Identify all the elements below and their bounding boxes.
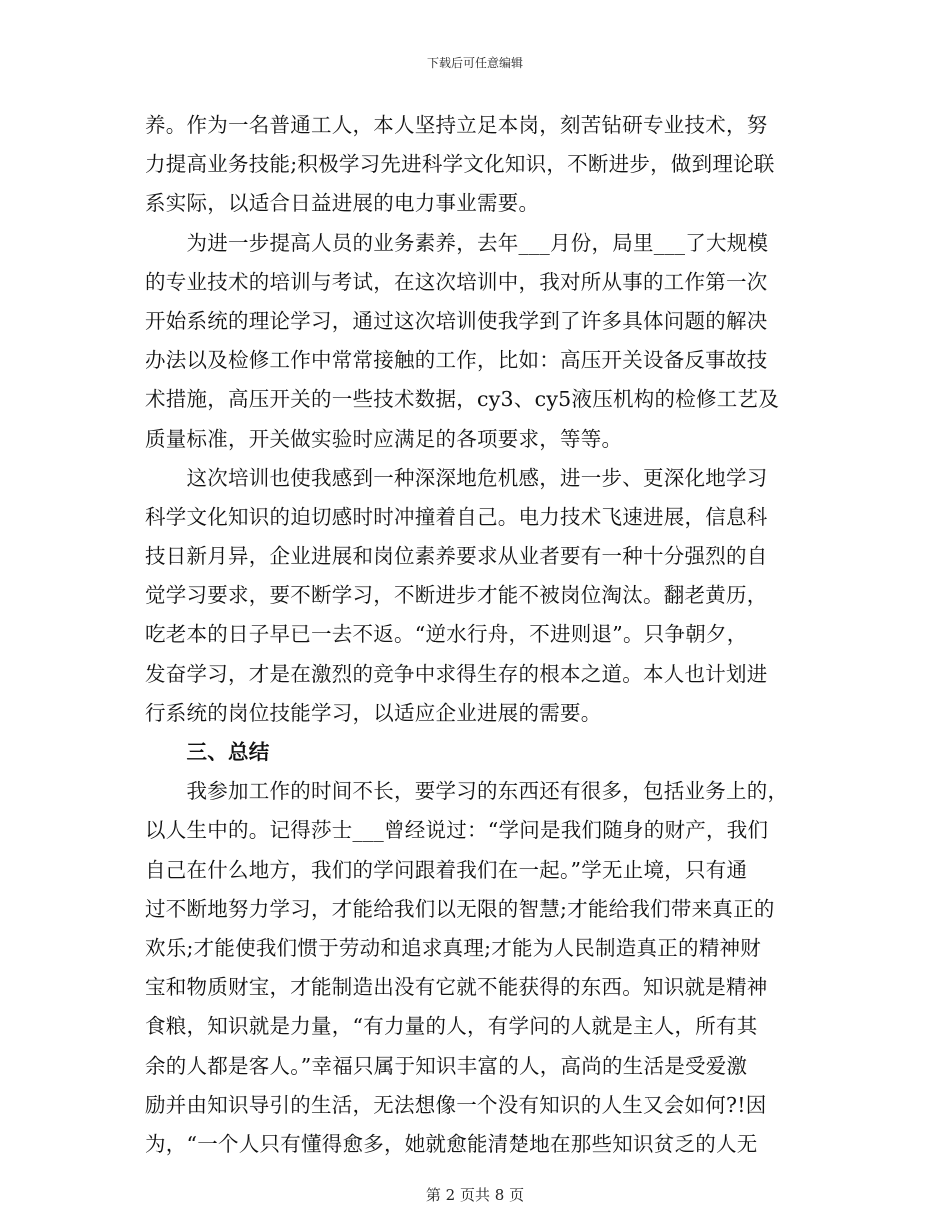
section-heading: 三、总结 <box>145 740 270 764</box>
text-line: 发奋学习，才是在激烈的竞争中求得生存的根本之道。本人也计划进 <box>145 661 768 686</box>
text-line: 为进一步提高人员的业务素养，去年___月份，局里___了大规模 <box>145 230 769 255</box>
text-line: 开始系统的理论学习，通过这次培训使我学到了许多具体问题的解决 <box>145 308 768 333</box>
text-line: 宝和物质财宝，才能制造出没有它就不能获得的东西。知识就是精神 <box>145 975 768 1000</box>
text-line: 食粮，知识就是力量，“有力量的人，有学问的人就是主人，所有其 <box>145 1014 758 1039</box>
text-line: 这次培训也使我感到一种深深地危机感，进一步、更深化地学习 <box>145 465 768 490</box>
text-line: 我参加工作的时间不长，要学习的东西还有很多，包括业务上的， <box>145 779 789 804</box>
text-line: 为，“一个人只有懂得愈多，她就愈能清楚地在那些知识贫乏的人无 <box>145 1131 758 1156</box>
text-line: 余的人都是客人。”幸福只属于知识丰富的人，高尚的生活是受爱激 <box>145 1053 748 1078</box>
document-body <box>145 106 810 1164</box>
text-line: 质量标准，开关做实验时应满足的各项要求，等等。 <box>145 426 623 451</box>
text-line: 励并由知识导引的生活，无法想像一个没有知识的人生又会如何?!因 <box>145 1092 767 1117</box>
text-line: 吃老本的日子早已一去不返。“逆水行舟，不进则退”。只争朝夕， <box>145 622 748 647</box>
text-line: 的专业技术的培训与考试，在这次培训中，我对所从事的工作第一次 <box>145 269 768 294</box>
text-line: 欢乐;才能使我们惯于劳动和追求真理;才能为人民制造真正的精神财 <box>145 935 762 960</box>
text-line: 办法以及检修工作中常常接触的工作，比如：高压开关设备反事故技 <box>145 348 768 373</box>
text-line: 过不断地努力学习，才能给我们以无限的智慧;才能给我们带来真正的 <box>145 896 775 921</box>
text-line: 觉学习要求，要不断学习，不断进步才能不被岗位淘汰。翻老黄历， <box>145 583 768 608</box>
page-number: 第 2 页共 8 页 <box>425 1186 525 1204</box>
text-line: 术措施，高压开关的一些技术数据，cy3、cy5液压机构的检修工艺及 <box>145 387 779 412</box>
page-header: 下载后可任意编辑 <box>426 56 523 70</box>
text-line: 力提高业务技能;积极学习先进科学文化知识，不断进步，做到理论联 <box>145 152 775 177</box>
text-line: 行系统的岗位技能学习，以适应企业进展的需要。 <box>145 700 602 725</box>
text-line: 以人生中的。记得莎士___曾经说过：“学问是我们随身的财产，我们 <box>145 818 769 843</box>
text-line: 科学文化知识的迫切感时时冲撞着自己。电力技术飞速进展，信息科 <box>145 504 768 529</box>
text-line: 技日新月异，企业进展和岗位素养要求从业者要有一种十分强烈的自 <box>145 544 768 569</box>
text-line: 自己在什么地方，我们的学问跟着我们在一起。”学无止境，只有通 <box>145 857 748 882</box>
text-line: 系实际，以适合日益进展的电力事业需要。 <box>145 191 540 216</box>
text-line: 养。作为一名普通工人，本人坚持立足本岗，刻苦钻研专业技术，努 <box>145 113 768 137</box>
